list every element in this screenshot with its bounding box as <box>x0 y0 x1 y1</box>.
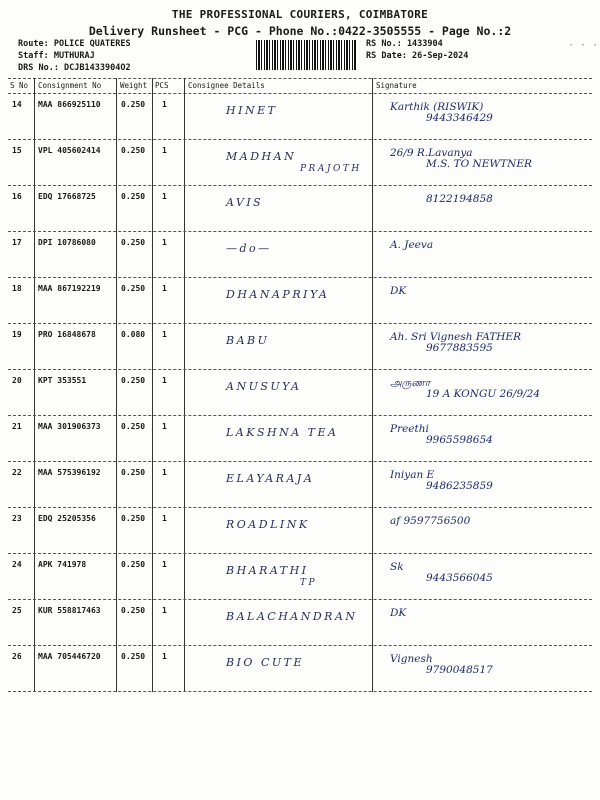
handwritten-signature <box>390 654 493 676</box>
row-sno: 24 <box>12 560 22 569</box>
row-divider <box>8 691 592 692</box>
signature-phone: 9443346429 <box>426 112 493 124</box>
row-weight: 0.250 <box>121 422 146 431</box>
row-sno: 18 <box>12 284 22 293</box>
row-consignment-number: APK 741978 <box>38 560 87 569</box>
handwritten-signature <box>390 240 433 251</box>
row-weight: 0.250 <box>121 514 146 523</box>
drs-number: DRS No.: DCJB1433904O2 <box>18 63 131 73</box>
row-pcs: 1 <box>162 284 167 293</box>
handwritten-signature <box>390 102 493 124</box>
signature-line: DK <box>390 285 407 297</box>
handwritten-consignee-extra: PRAJOTH <box>300 164 362 174</box>
row-pcs: 1 <box>162 376 167 385</box>
row-sno: 17 <box>12 238 22 247</box>
rs-number: RS No.: 1433904 <box>366 39 443 49</box>
handwritten-signature <box>390 286 426 297</box>
row-pcs: 1 <box>162 422 167 431</box>
handwritten-consignee: ELAYARAJA <box>226 472 315 485</box>
row-weight: 0.250 <box>121 468 146 477</box>
rs-date: RS Date: 26-Sep-2024 <box>366 51 469 61</box>
col-pcs: PCS <box>155 81 169 90</box>
signature-phone: 9790048517 <box>426 664 493 676</box>
handwritten-consignee: ANUSUYA <box>226 380 302 393</box>
table-row <box>0 140 600 190</box>
signature-phone: M.S. TO NEWTNER <box>426 158 532 170</box>
handwritten-signature <box>390 562 493 584</box>
row-pcs: 1 <box>162 468 167 477</box>
row-consignment-number: PRO 16848678 <box>38 330 96 339</box>
col-signature: Signature <box>376 81 417 90</box>
signature-line: 26/9 R.Lavanya <box>390 147 473 159</box>
handwritten-consignee: AVIS <box>226 196 264 209</box>
signature-line: Vignesh <box>390 653 433 665</box>
row-sno: 25 <box>12 606 22 615</box>
row-pcs: 1 <box>162 652 167 661</box>
table-row <box>0 646 600 696</box>
handwritten-signature <box>390 194 493 205</box>
signature-line: af 9597756500 <box>390 515 471 527</box>
handwritten-signature <box>390 148 532 170</box>
runsheet-subtitle: Delivery Runsheet - PCG - Phone No.:0422-3505555 - Page No.:2 <box>88 24 512 38</box>
handwritten-consignee: MADHAN <box>226 150 297 163</box>
handwritten-signature <box>390 378 540 400</box>
table-row <box>0 324 600 374</box>
signature-phone: 19 A KONGU 26/9/24 <box>426 388 541 400</box>
row-pcs: 1 <box>162 330 167 339</box>
row-consignment-number: MAA 867192219 <box>38 284 101 293</box>
row-weight: 0.250 <box>121 146 146 155</box>
signature-line: DK <box>390 607 407 619</box>
handwritten-consignee: DHANAPRIYA <box>226 288 330 301</box>
row-consignment-number: DPI 10786080 <box>38 238 96 247</box>
row-consignment-number: KPT 353551 <box>38 376 87 385</box>
staff-label: Staff: MUTHURAJ <box>18 51 95 61</box>
handwritten-consignee: ROADLINK <box>226 518 310 531</box>
table-row <box>0 370 600 420</box>
signature-line: அருணா <box>390 377 431 389</box>
row-consignment-number: VPL 405602414 <box>38 146 101 155</box>
handwritten-signature <box>390 608 426 619</box>
handwritten-signature <box>390 424 493 446</box>
signature-phone: 9486235859 <box>426 480 493 492</box>
row-weight: 0.250 <box>121 560 146 569</box>
table-row <box>0 278 600 328</box>
barcode <box>256 40 356 70</box>
row-sno: 23 <box>12 514 22 523</box>
row-sno: 20 <box>12 376 22 385</box>
row-weight: 0.250 <box>121 652 146 661</box>
handwritten-consignee: LAKSHNA TEA <box>226 426 339 439</box>
row-weight: 0.250 <box>121 100 146 109</box>
signature-line: Karthik (RISWIK) <box>390 101 484 113</box>
scan-dots: · · · <box>568 40 599 51</box>
handwritten-consignee: BALACHANDRAN <box>226 610 358 623</box>
table-row <box>0 554 600 604</box>
signature-line: Ah. Sri Vignesh FATHER <box>390 331 521 343</box>
row-weight: 0.250 <box>121 376 146 385</box>
row-consignment-number: KUR 558817463 <box>38 606 101 615</box>
handwritten-signature <box>390 516 470 527</box>
row-consignment-number: MAA 575396192 <box>38 468 101 477</box>
signature-phone: 9965598654 <box>426 434 493 446</box>
col-consignee: Consignee Details <box>188 81 265 90</box>
handwritten-consignee: HINET <box>226 104 278 117</box>
table-row <box>0 416 600 466</box>
handwritten-consignee: BABU <box>226 334 270 347</box>
row-pcs: 1 <box>162 514 167 523</box>
col-weight: Weight <box>120 81 148 90</box>
table-row <box>0 508 600 558</box>
row-sno: 16 <box>12 192 22 201</box>
row-weight: 0.250 <box>121 284 146 293</box>
row-sno: 14 <box>12 100 22 109</box>
row-consignment-number: MAA 705446720 <box>38 652 101 661</box>
row-pcs: 1 <box>162 238 167 247</box>
row-pcs: 1 <box>162 192 167 201</box>
row-consignment-number: EDQ 25205356 <box>38 514 96 523</box>
row-consignment-number: MAA 301906373 <box>38 422 101 431</box>
row-pcs: 1 <box>162 560 167 569</box>
signature-line: Sk <box>390 561 404 573</box>
row-sno: 21 <box>12 422 22 431</box>
handwritten-consignee: BIO CUTE <box>226 656 304 669</box>
row-pcs: 1 <box>162 606 167 615</box>
table-row <box>0 232 600 282</box>
row-pcs: 1 <box>162 146 167 155</box>
header-top-rule <box>8 78 592 79</box>
company-title: THE PROFESSIONAL COURIERS, COIMBATORE <box>171 8 429 21</box>
row-consignment-number: MAA 866925110 <box>38 100 101 109</box>
signature-line: Iniyan E <box>390 469 435 481</box>
col-consignment: Consignment No <box>38 81 102 90</box>
row-sno: 19 <box>12 330 22 339</box>
route-label: Route: POLICE QUATERES <box>18 39 131 49</box>
handwritten-consignee: —do— <box>226 242 272 255</box>
row-weight: 0.250 <box>121 606 146 615</box>
handwritten-consignee: BHARATHI <box>226 564 309 577</box>
row-pcs: 1 <box>162 100 167 109</box>
row-weight: 0.250 <box>121 238 146 247</box>
signature-line: A. Jeeva <box>390 239 434 251</box>
row-sno: 22 <box>12 468 22 477</box>
row-consignment-number: EDQ 17668725 <box>38 192 96 201</box>
handwritten-consignee-extra: TP <box>300 578 318 588</box>
table-row <box>0 186 600 236</box>
row-weight: 0.250 <box>121 192 146 201</box>
row-sno: 26 <box>12 652 22 661</box>
signature-phone: 8122194858 <box>426 193 493 205</box>
signature-line: Preethi <box>390 423 429 435</box>
table-row <box>0 94 600 144</box>
table-row <box>0 600 600 650</box>
row-weight: 0.080 <box>121 330 146 339</box>
col-sno: S No <box>10 81 29 90</box>
handwritten-signature <box>390 470 493 492</box>
row-sno: 15 <box>12 146 22 155</box>
signature-phone: 9443566045 <box>426 572 493 584</box>
signature-phone: 9677883595 <box>426 342 493 354</box>
table-row <box>0 462 600 512</box>
handwritten-signature <box>390 332 521 354</box>
